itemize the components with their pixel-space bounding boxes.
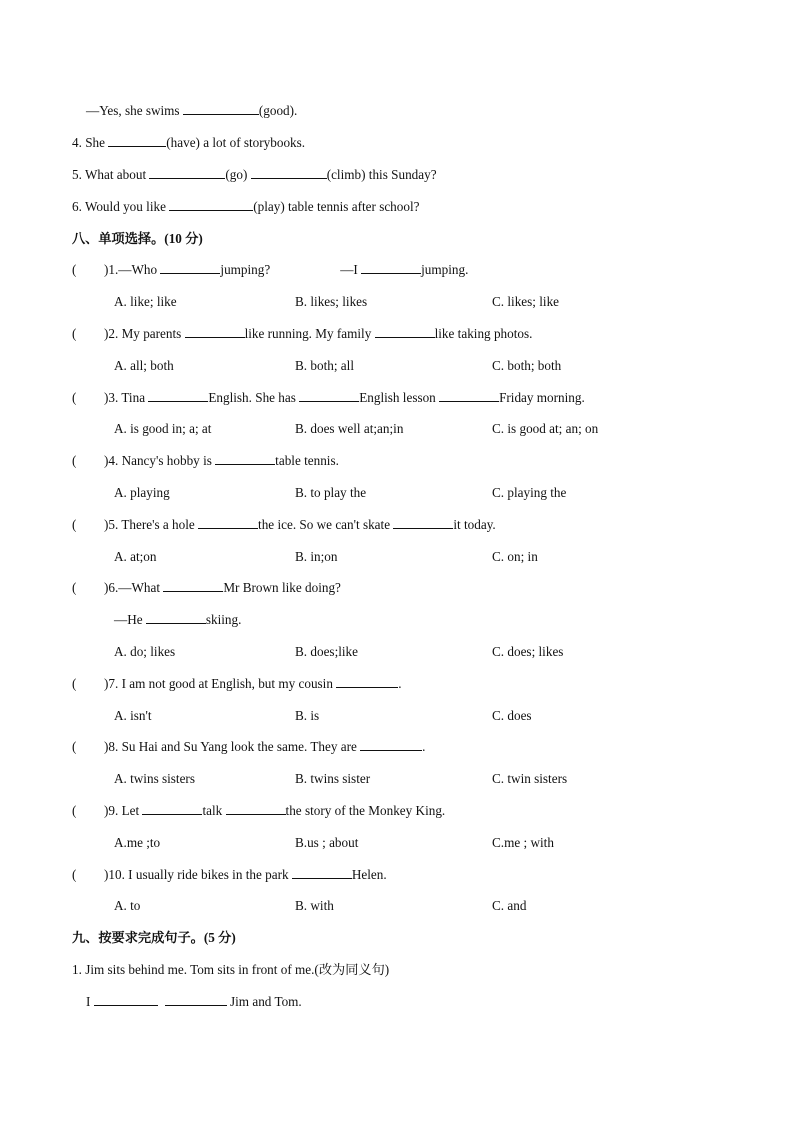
option-c[interactable]: C. and — [492, 898, 527, 913]
answer-paren[interactable]: ( — [72, 580, 77, 595]
option-b[interactable]: B. both; all — [295, 358, 354, 373]
section-9-title: 九、按要求完成句子。(5 分) — [72, 930, 236, 945]
mc-question-9: ( )9. Let talk the story of the Monkey King. — [72, 803, 446, 818]
answer-blank[interactable] — [108, 134, 166, 147]
mc-question-6: ( )6.—What Mr Brown like doing? — [72, 580, 341, 595]
answer-blank[interactable] — [165, 993, 227, 1006]
answer-blank[interactable] — [146, 611, 206, 624]
answer-paren[interactable]: ( — [72, 867, 77, 882]
answer-blank[interactable] — [94, 993, 158, 1006]
answer-blank[interactable] — [149, 166, 225, 179]
answer-blank[interactable] — [251, 166, 327, 179]
answer-blank[interactable] — [439, 389, 499, 402]
option-b[interactable]: B. with — [295, 898, 334, 913]
prev-question-6: 6. Would you like (play) table tennis after school? — [72, 199, 420, 214]
option-c[interactable]: C. twin sisters — [492, 771, 568, 786]
answer-paren[interactable]: ( — [72, 326, 77, 341]
option-b[interactable]: B. is — [295, 708, 320, 723]
option-b[interactable]: B. does well at;an;in — [295, 421, 404, 436]
answer-blank[interactable] — [360, 738, 422, 751]
answer-blank[interactable] — [148, 389, 208, 402]
option-a[interactable]: A. all; both — [114, 358, 174, 373]
rewrite-question-1: 1. Jim sits behind me. Tom sits in front of me.(改为同义句) — [72, 962, 390, 977]
option-c[interactable]: C. on; in — [492, 549, 538, 564]
mc-question-5: ( )5. There's a hole the ice. So we can't skate it today. — [72, 517, 496, 532]
mc-question-10: ( )10. I usually ride bikes in the park Helen. — [72, 867, 387, 882]
answer-paren[interactable]: ( — [72, 739, 77, 754]
answer-paren[interactable]: ( — [72, 803, 77, 818]
option-a[interactable]: A. like; like — [114, 294, 177, 309]
option-c[interactable]: C. playing the — [492, 485, 567, 500]
option-b[interactable]: B. twins sister — [295, 771, 371, 786]
answer-blank[interactable] — [169, 198, 253, 211]
answer-blank[interactable] — [142, 802, 202, 815]
mc-question-3: ( )3. Tina English. She has English lesson Friday morning. — [72, 390, 585, 405]
option-c[interactable]: C. does; likes — [492, 644, 564, 659]
prev-question-5: 5. What about (go) (climb) this Sunday? — [72, 167, 437, 182]
option-b[interactable]: B. likes; likes — [295, 294, 368, 309]
option-a[interactable]: A. to — [114, 898, 141, 913]
mc-question-1: ( )1.—Who jumping? —I jumping. — [72, 262, 469, 277]
answer-paren[interactable]: ( — [72, 453, 77, 468]
answer-blank[interactable] — [299, 389, 359, 402]
option-a[interactable]: A. is good in; a; at — [114, 421, 212, 436]
prev-line-answer: —Yes, she swims (good). — [86, 103, 298, 118]
option-a[interactable]: A. playing — [114, 485, 170, 500]
option-b[interactable]: B.us ; about — [295, 835, 359, 850]
option-c[interactable]: C. likes; like — [492, 294, 560, 309]
rewrite-answer-1: I Jim and Tom. — [86, 994, 302, 1009]
answer-blank[interactable] — [375, 325, 435, 338]
mc-question-4: ( )4. Nancy's hobby is table tennis. — [72, 453, 339, 468]
option-b[interactable]: B. does;like — [295, 644, 359, 659]
answer-blank[interactable] — [163, 579, 223, 592]
option-a[interactable]: A. at;on — [114, 549, 157, 564]
option-a[interactable]: A.me ;to — [114, 835, 161, 850]
answer-blank[interactable] — [215, 452, 275, 465]
mc-question-6-line-2: —He skiing. — [114, 612, 242, 627]
option-a[interactable]: A. twins sisters — [114, 771, 195, 786]
answer-blank[interactable] — [361, 261, 421, 274]
option-c[interactable]: C. both; both — [492, 358, 562, 373]
answer-blank[interactable] — [226, 802, 286, 815]
mc-question-2: ( )2. My parents like running. My family like taking photos. — [72, 326, 533, 341]
option-c[interactable]: C. does — [492, 708, 532, 723]
answer-blank[interactable] — [185, 325, 245, 338]
answer-paren[interactable]: ( — [72, 262, 77, 277]
answer-paren[interactable]: ( — [72, 517, 77, 532]
section-8-title: 八、单项选择。(10 分) — [72, 231, 203, 246]
option-a[interactable]: A. isn't — [114, 708, 152, 723]
mc-question-7: ( )7. I am not good at English, but my cousin . — [72, 676, 402, 691]
option-c[interactable]: C. is good at; an; on — [492, 421, 599, 436]
mc-question-8: ( )8. Su Hai and Su Yang look the same. They are . — [72, 739, 426, 754]
prev-question-4: 4. She (have) a lot of storybooks. — [72, 135, 306, 150]
answer-blank[interactable] — [183, 102, 259, 115]
answer-paren[interactable]: ( — [72, 390, 77, 405]
option-b[interactable]: B. in;on — [295, 549, 338, 564]
answer-blank[interactable] — [198, 516, 258, 529]
answer-blank[interactable] — [160, 261, 220, 274]
answer-blank[interactable] — [292, 866, 352, 879]
option-a[interactable]: A. do; likes — [114, 644, 176, 659]
option-b[interactable]: B. to play the — [295, 485, 367, 500]
answer-blank[interactable] — [336, 675, 398, 688]
answer-paren[interactable]: ( — [72, 676, 77, 691]
answer-blank[interactable] — [393, 516, 453, 529]
option-c[interactable]: C.me ; with — [492, 835, 554, 850]
